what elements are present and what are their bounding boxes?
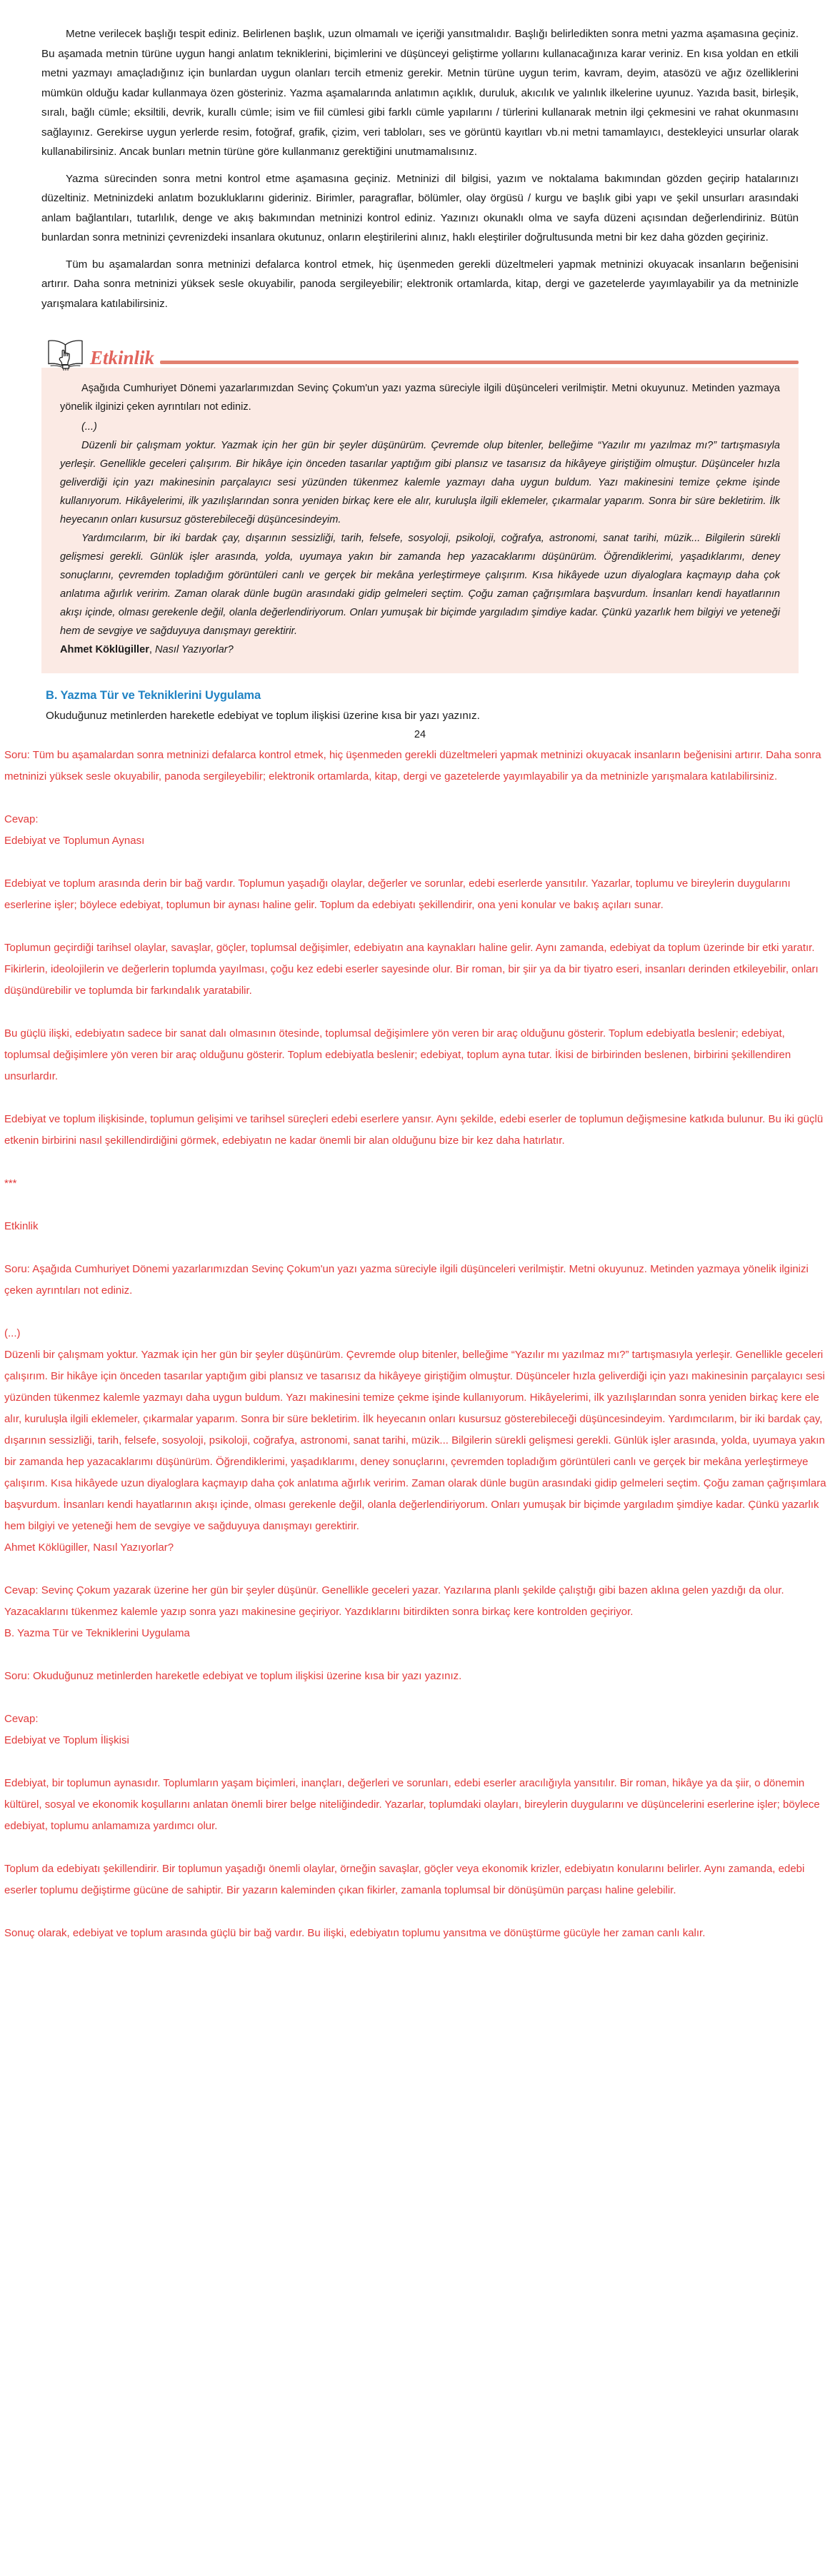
etkinlik-quote-1: Düzenli bir çalışmam yoktur. Yazmak için her gün bir şeyler düşünürüm. Çevremde olup bitenler, belleğime “Yazılır mı yazılmaz mı?” tartışmasıyla yerleşir. Genellikle geceleri çalışırım. Bir hikâye için önceden tasarılar yaptığım gibi plansız ve tasarısız da hikâyeye giriştiğim olmuştur. Düşünceler hızla geliverdiği için yazı makinesinin parçalayıcı sesi yüzünden tükenmez kalemle yazmayı daha uygun buldum. Yazı makinesini temize çekme işinde kullanıyorum. Hikâyelerimi, ilk yazılışlarından sonra yeniden birkaç kere ele alır, kuruluşla ilgili eklemeler, çıkarmalar yaparım. Sonra bir süre bekletirim. İlk heyecanın onları kusursuz gösterebileceği düşüncesindeyim. bbox=[60, 440, 780, 525]
etkinlik-quote-2: Yardımcılarım, bir iki bardak çay, dışarının sessizliği, tarih, felsefe, sosyoloji, psikoloji, coğrafya, astronomi, sanat tarihi, müzik... Bilgilerin sürekli gelişmesi gerekli. Günlük işler arasında, yolda, uyumaya yakın bir zamanda hep yazacaklarımı düşünürüm. Öğrendiklerimi, yaşadıklarımı, deney sonuçlarını, çevremden topladığım görüntüleri canlı ve gerçek bir mekâna yerleştirmeye çalışırım. Kısa hikâyede uzun diyaloglara kaçmayıp daha çok anlatıma ağırlık veririm. Zaman olarak dünle bugün arasındaki gidip gelmeleri seçtim. Çoğu zaman çağrışımlara başvurdum. İnsanları kendi hayatlarının akışı içinde, olması gerekenle değil, olanla değerlendiriyorum. Onları yumuşak bir biçimde yargıladım şimdiye kadar. Çünkü yazarlık hem bilgiyi ve yeteneği hem de sevgiye ve sağduyuya danışmayı gerektirir. bbox=[60, 533, 780, 637]
answer-paragraph: Edebiyat ve Toplumun Aynası bbox=[4, 835, 145, 847]
etkinlik-ellipsis: (...) bbox=[81, 421, 97, 433]
open-book-with-hand-icon bbox=[46, 336, 86, 372]
answer-paragraph: Düzenli bir çalışmam yoktur. Yazmak için her gün bir şeyler düşünürüm. Çevremde olup bitenler, belleğime “Yazılır mı yazılmaz mı?” tartışmasıyla yerleşir. Genellikle geceleri çalışırım. Bir hikâye için önceden tasarılar yaptığım gibi plansız ve tasarısız da hikâyeye giriştiğim olmuştur. Düşünceler hızla geliverdiği için yazı makinesinin parçalayıcı sesi yüzünden tükenmez kalemle yazmayı daha uygun buldum. Yazı makinesini temize çekme işinde kullanıyorum. Hikâyelerimi, ilk yazılışlarından sonra yeniden birkaç kere ele alır, kuruluşla ilgili eklemeler, çıkarmalar yaparım. Sonra bir süre bekletirim. İlk heyecanın onları kusursuz gösterebileceği düşüncesindeyim. Yardımcılarım, bir iki bardak çay, dışarının sessizliği, tarih, felsefe, sosyoloji, psikoloji, coğrafya, astronomi, sanat tarihi, müzik... Bilgilerin sürekli gelişmesi gerekli. Günlük işler arasında, yolda, uyumaya yakın bir zamanda hep yazacaklarımı düşünürüm. Öğrendiklerimi, yaşadıklarımı, deney sonuçlarını, çevremden topladığım görüntüleri canlı ve gerçek bir mekâna yerleştirmeye çalışırım. Kısa hikâyede uzun diyaloglara kaçmayıp daha çok anlatıma ağırlık veririm. Zaman olarak dünle bugün arasındaki gidip gelmeleri seçtim. Çoğu zaman çağrışımlara başvurdum. İnsanları kendi hayatlarının akışı içinde, olması gerekenle değil, olanla değerlendiriyorum. Onları yumuşak bir biçimde yargıladım şimdiye kadar. Çünkü yazarlık hem bilgiyi ve yeteneği hem de sevgiye ve sağduyuya danışmayı gerektirir. bbox=[4, 1349, 826, 1532]
paragraph-3: Tüm bu aşamalardan sonra metninizi defalarca kontrol etmek, hiç üşenmeden gerekli düzeltmeleri yapmak metninizi okuyacak insanların beğenisini artırır. Daha sonra metninizi yüksek sesle okuyabilir, panoda sergileyebilir; elektronik ortamlarda, kitap, dergi ve gazetelerde yayımlayabilir ya da metninizle yarışmalara katılabilirsiniz. bbox=[41, 258, 799, 310]
answer-paragraph: Edebiyat ve toplum arasında derin bir bağ vardır. Toplumun yaşadığı olaylar, değerler ve sorunlar, edebi eserlerde yansıtılır. Yazarlar, toplumu ve bireylerin duygularını eserlerine işler; böylece edebiyat, toplumun bir aynası haline gelir. Toplum da edebiyatı şekillendirir, ona yeni konular ve bakış açıları sunar. bbox=[4, 877, 791, 911]
answer-paragraph: Edebiyat ve toplum ilişkisinde, toplumun gelişimi ve tarihsel süreçleri edebi eserlere yansır. Aynı şekilde, edebi eserler de toplumun değişmesine katkıda bulunur. Bu iki güçlü etkenin birbirini nasıl şekillendirdiğini görmek, edebiyatın ne kadar önemli bir alan olduğunu bize bir kez daha hatırlatır. bbox=[4, 1113, 824, 1147]
etkinlik-body bbox=[41, 368, 799, 673]
answer-paragraph: Toplum da edebiyatı şekillendirir. Bir toplumun yaşadığı önemli olaylar, örneğin savaşlar, göçler veya ekonomik krizler, edebiyatın konularını belirler. Aynı zamanda, edebi eserler toplumu değiştirme gücüne de sahiptir. Bir yazarın kaleminden çıkan fikirler, zamanla toplumsal bir dönüşümün parçası haline gelebilir. bbox=[4, 1863, 805, 1896]
answer-paragraph: Toplumun geçirdiği tarihsel olaylar, savaşlar, göçler, toplumsal değişimler, edebiyatın ana kaynakları haline gelir. Aynı zamanda, edebiyat da toplum üzerinde bir etki yaratır. Fikirlerin, ideolojilerin ve değerlerin toplumda yayılması, çoğu kez edebi eserler sayesinde olur. Bir roman, bir şiir ya da bir tiyatro eseri, insanları derinden etkileyebilir, onları düşündürebilir ve toplumda bir farkındalık yaratabilir. bbox=[4, 942, 819, 997]
textbook-section bbox=[0, 0, 840, 740]
answer-paragraph: B. Yazma Tür ve Tekniklerini Uygulama bbox=[4, 1627, 190, 1639]
answer-paragraph: Etkinlik bbox=[4, 1220, 39, 1232]
etkinlik-divider-rule bbox=[160, 361, 799, 364]
source-author: Ahmet Köklügiller bbox=[60, 644, 149, 655]
paragraph-1: Metne verilecek başlığı tespit ediniz. Belirlenen başlık, uzun olmamalı ve içeriği yansıtmalıdır. Başlığı belirledikten sonra metni yazma aşamasına geçiniz. Bu aşamada metnin türüne uygun hangi anlatım tekniklerini, biçimlerini ve düşünceyi geliştirme yollarını kullanacağınıza karar veriniz. En kısa yoldan en etkili metni yazmayı amaçladığınız için bunlardan uygun olanları tercih etmeniz gerekir. Metnin türüne uygun terim, kavram, deyim, atasözü ve ağız özelliklerini mümkün olduğu kadar kullanmaya özen gösteriniz. Yazma aşamalarında anlatımın açıklık, duruluk, akıcılık ve yalınlık ilkelerine uyunuz. Yazıda basit, birleşik, sıralı, bağlı cümle; eksiltili, devrik, kurallı cümle; isim ve fiil cümlesi gibi farklı cümle yapılarını / türlerini kullanarak metnin ilgi çekmesini ve rahat okunmasını sağlayınız. Gerekirse uygun yerlerde resim, fotoğraf, grafik, çizim, veri tabloları, ses ve görüntü kayıtları vb.ni metni tamamlayıcı, destekleyici unsurlar olarak kullanabilirsiniz. Ancak bunları metnin türüne göre kullanmanız gerektiğini unutmamalısınız. bbox=[41, 28, 799, 158]
etkinlik-panel bbox=[41, 331, 799, 673]
answer-paragraph: Soru: Aşağıda Cumhuriyet Dönemi yazarlarımızdan Sevinç Çokum'un yazı yazma süreciyle ilgili düşünceleri verilmiştir. Metni okuyunuz. Metinden yazmaya yönelik ilginizi çeken ayrıntıları not ediniz. bbox=[4, 1263, 809, 1297]
answer-paragraph: Cevap: bbox=[4, 813, 39, 825]
answer-paragraph: Soru: Okuduğunuz metinlerden hareketle edebiyat ve toplum ilişkisi üzerine kısa bir yazı yazınız. bbox=[4, 1670, 462, 1682]
etkinlik-intro: Aşağıda Cumhuriyet Dönemi yazarlarımızdan Sevinç Çokum'un yazı yazma süreciyle ilgili düşünceleri verilmiştir. Metni okuyunuz. Metinden yazmaya yönelik ilginizi çeken ayrıntıları not ediniz. bbox=[60, 383, 780, 413]
section-b-heading: B. Yazma Tür ve Tekniklerini Uygulama bbox=[46, 689, 261, 702]
answer-paragraph: Sonuç olarak, edebiyat ve toplum arasında güçlü bir bağ vardır. Bu ilişki, edebiyatın toplumu yansıtma ve dönüştürme gücüyle her zaman canlı kalır. bbox=[4, 1927, 706, 1939]
answer-paragraph: Edebiyat ve Toplum İlişkisi bbox=[4, 1734, 129, 1746]
answer-paragraph: Soru: Tüm bu aşamalardan sonra metninizi defalarca kontrol etmek, hiç üşenmeden gerekli düzeltmeleri yapmak metninizi okuyacak insanların beğenisini artırır. Daha sonra metninizi yüksek sesle okuyabilir, panoda sergileyebilir; elektronik ortamlarda, kitap, dergi ve gazetelerde yayımlayabilir ya da metninizle yarışmalara katılabilirsiniz. bbox=[4, 749, 821, 783]
answer-paragraph: Bu güçlü ilişki, edebiyatın sadece bir sanat dalı olmasının ötesinde, toplumsal değişimlere yön veren bir araç olduğunu gösterir. Toplum edebiyatla beslenir; edebiyat, toplumsal değişimlere yön veren bir araç olduğunu gösterir. Toplum edebiyatla beslenir; edebiyat, toplum ayna tutar. İkisi de birbirinden beslenen, birbirini şekillendiren unsurlardır. bbox=[4, 1027, 791, 1082]
etkinlik-title: Etkinlik bbox=[90, 347, 155, 368]
answer-paragraph: Edebiyat, bir toplumun aynasıdır. Toplumların yaşam biçimleri, inançları, değerleri ve sorunları, edebi eserler aracılığıyla yansıtılır. Bir roman, hikâye ya da şiir, o dönemin kültürel, sosyal ve ekonomik koşullarını anlatan önemli birer belge niteliğindedir. Yazarlar, toplumdaki olayları, bireylerin duygularını ve düşüncelerini eserlerine işler; böylece edebiyat, toplumu anlamamıza yardımcı olur. bbox=[4, 1777, 820, 1832]
paragraph-2: Yazma sürecinden sonra metni kontrol etme aşamasına geçiniz. Metninizi dil bilgisi, yazım ve noktalama bakımından gözden geçirip hatalarınızı düzeltiniz. Metninizdeki anlatım bozukluklarını gideriniz. Birimler, paragraflar, bölümler, olay örgüsü / kurgu ve başlık gibi yapı ve şekil unsurları arasındaki anlam bağlantıları, tutarlılık, denge ve akış bakımından metninizi kontrol ediniz. Yazınızı okunaklı olma ve sayfa düzeni açısından değerlendiriniz. Bütün bunlardan sonra metninizi çevrenizdeki insanlara okutunuz, onların eleştirilerini alınız, haklı eleştiriler doğrultusunda metni bir kez daha gözden geçiriniz. bbox=[41, 172, 799, 243]
answer-paragraph: (...) bbox=[4, 1327, 21, 1339]
answer-paragraph: Cevap: Sevinç Çokum yazarak üzerine her gün bir şeyler düşünür. Genellikle geceleri yazar. Yazılarına planlı şekilde çalıştığı gibi bazen aklına gelen yazdığı da olur. Yazacaklarını tükenmez kalemle yazıp sonra yazı makinesine geçiriyor. Yazdıklarını bitirdikten sonra birkaç kere kontrolden geçiriyor. bbox=[4, 1584, 784, 1618]
etkinlik-source bbox=[60, 640, 780, 659]
etkinlik-header bbox=[41, 331, 799, 372]
source-work: Nasıl Yazıyorlar? bbox=[154, 644, 234, 655]
source-separator: , bbox=[149, 644, 155, 655]
page-number: 24 bbox=[414, 729, 426, 740]
answer-paragraph: Cevap: bbox=[4, 1713, 39, 1725]
textbook-column bbox=[41, 24, 799, 740]
answer-paragraph: Ahmet Köklügiller, Nasıl Yazıyorlar? bbox=[4, 1541, 174, 1554]
answer-paragraph: *** bbox=[4, 1177, 17, 1189]
section-b-task: Okuduğunuz metinlerden hareketle edebiyat ve toplum ilişkisi üzerine kısa bir yazı yazınız. bbox=[46, 710, 480, 722]
answer-transcript bbox=[0, 740, 840, 1966]
